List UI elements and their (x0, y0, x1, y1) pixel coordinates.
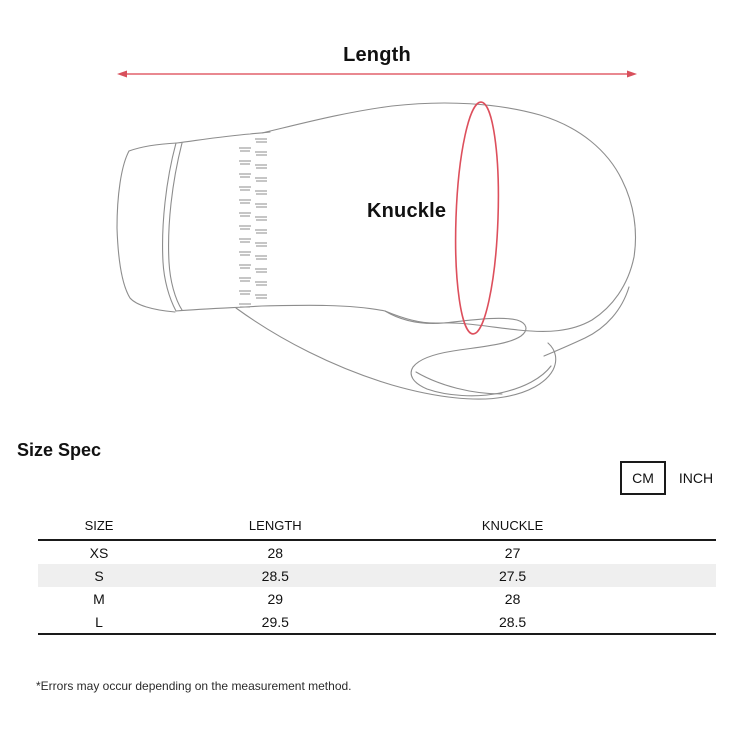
size-spec-title: Size Spec (17, 440, 102, 460)
cell-length: 28 (267, 544, 284, 561)
cell-size: L (38, 610, 160, 634)
header-length: LENGTH (160, 511, 391, 540)
cell-spacer (635, 540, 716, 564)
mitten-outline (117, 103, 636, 399)
cell-knuckle: 28.5 (391, 610, 635, 634)
table-row (38, 610, 716, 634)
table-header-row (38, 511, 716, 540)
cell-knuckle: 27.5 (391, 564, 635, 587)
cell-spacer (635, 610, 716, 634)
unit-cm-button[interactable]: CM (620, 461, 666, 495)
knuckle-label: Knuckle (367, 200, 447, 222)
size-spec-table (38, 511, 716, 635)
unit-inch-button[interactable]: INCH (670, 461, 722, 495)
cell-size: S (38, 564, 160, 587)
knuckle-ellipse (452, 101, 502, 334)
cell-knuckle: 27 (504, 544, 521, 561)
table-row (38, 540, 716, 564)
unit-toggle (620, 461, 722, 495)
cell-spacer (635, 564, 716, 587)
header-spacer (635, 511, 716, 540)
length-label: Length (343, 44, 411, 66)
cell-length: 29 (267, 590, 284, 607)
measurement-footnote: *Errors may occur depending on the measurement method. (36, 679, 352, 693)
header-size: SIZE (38, 511, 160, 540)
cell-spacer (635, 587, 716, 610)
cell-size: XS (89, 544, 109, 561)
cell-length: 29.5 (160, 610, 391, 634)
cell-size: M (93, 590, 105, 607)
table-row (38, 587, 716, 610)
cell-knuckle: 28 (504, 590, 521, 607)
length-arrow (117, 71, 637, 78)
header-knuckle: KNUCKLE (391, 511, 635, 540)
table-row (38, 564, 716, 587)
cell-length: 28.5 (160, 564, 391, 587)
cuff-ribbing-texture (233, 126, 273, 312)
